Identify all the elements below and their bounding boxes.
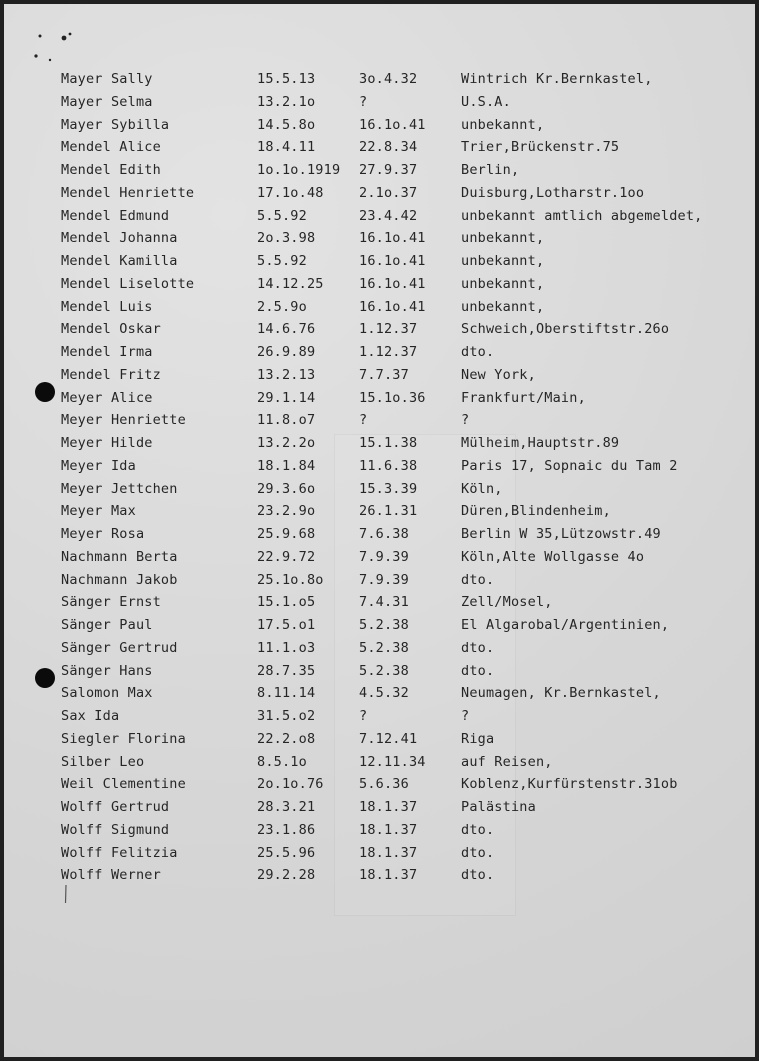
person-name: Weil Clementine	[61, 776, 186, 793]
destination: New York,	[461, 366, 536, 383]
departure-date: 5.2.38	[359, 662, 409, 679]
departure-date: 7.9.39	[359, 548, 409, 565]
destination: dto.	[461, 867, 495, 884]
birth-date: 28.7.35	[257, 662, 316, 679]
destination: Düren,Blindenheim,	[461, 503, 611, 520]
birth-date: 29.3.6o	[257, 480, 316, 497]
departure-date: 16.1o.41	[359, 253, 426, 269]
destination: dto.	[461, 571, 495, 588]
destination: Mülheim,Hauptstr.89	[461, 435, 620, 451]
birth-date: 22.9.72	[257, 548, 316, 565]
birth-date: 26.9.89	[257, 344, 316, 360]
departure-date: 18.1.37	[359, 799, 418, 815]
departure-date: ?	[359, 708, 368, 724]
destination: Neumagen, Kr.Bernkastel,	[461, 685, 661, 702]
birth-date: 11.8.o7	[257, 412, 316, 429]
birth-date: 15.5.13	[257, 71, 316, 87]
destination: Paris 17, Sopnaic du Tam 2	[461, 457, 678, 474]
birth-date: 13.2.1o	[257, 93, 316, 110]
departure-date: 15.1.38	[359, 435, 418, 451]
birth-date: 17.5.o1	[257, 617, 316, 633]
departure-date: 23.4.42	[359, 207, 418, 224]
departure-date: 16.1o.41	[359, 298, 426, 315]
destination: ?	[461, 708, 470, 724]
person-name: Sax Ida	[61, 708, 120, 724]
birth-date: 2.5.9o	[257, 298, 307, 315]
destination: dto.	[461, 344, 495, 360]
departure-date: 16.1o.41	[359, 116, 426, 133]
destination: unbekannt,	[461, 275, 545, 292]
person-name: Mayer Sally	[61, 71, 153, 87]
birth-date: 25.9.68	[257, 526, 316, 542]
birth-date: 2o.1o.76	[257, 776, 324, 793]
person-name: Meyer Henriette	[61, 412, 186, 429]
birth-date: 13.2.2o	[257, 435, 316, 451]
person-name: Silber Leo	[61, 753, 145, 770]
person-name: Meyer Alice	[61, 389, 153, 406]
person-name: Mendel Edmund	[61, 207, 170, 224]
destination: Duisburg,Lotharstr.1oo	[461, 184, 645, 201]
departure-date: 18.1.37	[359, 821, 418, 838]
person-name: Mendel Kamilla	[61, 253, 178, 269]
destination: U.S.A.	[461, 93, 511, 110]
destination: dto.	[461, 662, 495, 679]
departure-date: 7.6.38	[359, 526, 409, 542]
departure-date: 15.3.39	[359, 480, 418, 497]
destination: unbekannt amtlich abgemeldet,	[461, 207, 703, 224]
person-name: Sänger Ernst	[61, 594, 161, 611]
person-name: Mayer Sybilla	[61, 116, 170, 133]
person-name: Mendel Oskar	[61, 321, 161, 338]
person-name: Mendel Alice	[61, 139, 161, 156]
person-name: Sänger Paul	[61, 617, 153, 633]
departure-date: 7.4.31	[359, 594, 409, 611]
destination: ?	[461, 412, 470, 429]
person-name: Sänger Gertrud	[61, 639, 178, 656]
departure-date: 12.11.34	[359, 753, 426, 770]
departure-date: 22.8.34	[359, 139, 418, 156]
departure-date: 5.2.38	[359, 639, 409, 656]
departure-date: 5.6.36	[359, 776, 409, 793]
destination: Zell/Mosel,	[461, 594, 553, 611]
destination: Riga	[461, 730, 495, 747]
person-name: Nachmann Jakob	[61, 571, 178, 588]
birth-date: 15.1.o5	[257, 594, 316, 611]
departure-date: 4.5.32	[359, 685, 409, 702]
destination: Palästina	[461, 799, 536, 815]
birth-date: 14.5.8o	[257, 116, 316, 133]
birth-date: 29.2.28	[257, 867, 316, 884]
pencil-tick-mark	[64, 884, 68, 904]
person-name: Wolff Werner	[61, 867, 161, 884]
person-name: Mendel Luis	[61, 298, 153, 315]
birth-date: 8.11.14	[257, 685, 316, 702]
person-name: Meyer Ida	[61, 457, 136, 474]
person-name: Mendel Irma	[61, 344, 153, 360]
person-name: Meyer Jettchen	[61, 480, 178, 497]
person-name: Mendel Henriette	[61, 184, 195, 201]
person-name: Meyer Hilde	[61, 435, 153, 451]
birth-date: 25.5.96	[257, 844, 316, 861]
departure-date: 1.12.37	[359, 344, 418, 360]
departure-date: 5.2.38	[359, 617, 409, 633]
destination: Schweich,Oberstiftstr.26o	[461, 321, 670, 338]
destination: auf Reisen,	[461, 753, 553, 770]
departure-date: 1.12.37	[359, 321, 418, 338]
departure-date: 3o.4.32	[359, 71, 418, 87]
birth-date: 31.5.o2	[257, 708, 316, 724]
departure-date: 26.1.31	[359, 503, 418, 520]
departure-date: 11.6.38	[359, 457, 418, 474]
birth-date: 22.2.o8	[257, 730, 316, 747]
punch-hole-upper	[35, 382, 55, 402]
departure-date: 7.12.41	[359, 730, 418, 747]
person-name: Siegler Florina	[61, 730, 186, 747]
destination: unbekannt,	[461, 253, 545, 269]
departure-date: 16.1o.41	[359, 275, 426, 292]
departure-date: 18.1.37	[359, 844, 418, 861]
person-name: Mayer Selma	[61, 93, 153, 110]
birth-date: 14.6.76	[257, 321, 316, 338]
person-name: Wolff Gertrud	[61, 799, 170, 815]
person-name: Meyer Rosa	[61, 526, 145, 542]
birth-date: 23.2.9o	[257, 503, 316, 520]
birth-date: 23.1.86	[257, 821, 316, 838]
departure-date: 2.1o.37	[359, 184, 418, 201]
departure-date: 16.1o.41	[359, 230, 426, 247]
person-name: Wolff Felitzia	[61, 844, 178, 861]
destination: unbekannt,	[461, 230, 545, 247]
birth-date: 18.1.84	[257, 457, 316, 474]
departure-date: 7.7.37	[359, 366, 409, 383]
birth-date: 14.12.25	[257, 275, 324, 292]
birth-date: 11.1.o3	[257, 639, 316, 656]
departure-date: 15.1o.36	[359, 389, 426, 406]
birth-date: 25.1o.8o	[257, 571, 324, 588]
birth-date: 5.5.92	[257, 253, 307, 269]
ink-specks	[28, 26, 98, 66]
destination: Köln,	[461, 480, 503, 497]
person-name: Salomon Max	[61, 685, 153, 702]
birth-date: 8.5.1o	[257, 753, 307, 770]
person-name: Sänger Hans	[61, 662, 153, 679]
destination: unbekannt,	[461, 116, 545, 133]
birth-date: 18.4.11	[257, 139, 316, 156]
birth-date: 2o.3.98	[257, 230, 316, 247]
departure-date: 27.9.37	[359, 162, 418, 178]
birth-date: 5.5.92	[257, 207, 307, 224]
person-name: Meyer Max	[61, 503, 136, 520]
destination: El Algarobal/Argentinien,	[461, 617, 670, 633]
person-name: Mendel Edith	[61, 162, 161, 178]
destination: Berlin W 35,Lützowstr.49	[461, 526, 661, 542]
birth-date: 17.1o.48	[257, 184, 324, 201]
departure-date: 18.1.37	[359, 867, 418, 884]
departure-date: ?	[359, 93, 368, 110]
person-name: Nachmann Berta	[61, 548, 178, 565]
destination: Frankfurt/Main,	[461, 389, 586, 406]
person-name: Mendel Fritz	[61, 366, 161, 383]
destination: dto.	[461, 821, 495, 838]
document-page	[4, 4, 755, 1057]
birth-date: 13.2.13	[257, 366, 316, 383]
destination: Trier,Brückenstr.75	[461, 139, 620, 156]
person-name: Mendel Johanna	[61, 230, 178, 247]
destination: dto.	[461, 639, 495, 656]
person-name: Wolff Sigmund	[61, 821, 170, 838]
person-name: Mendel Liselotte	[61, 275, 195, 292]
destination: dto.	[461, 844, 495, 861]
birth-date: 1o.1o.1919	[257, 162, 341, 178]
destination: unbekannt,	[461, 298, 545, 315]
destination: Köln,Alte Wollgasse 4o	[461, 548, 645, 565]
punch-hole-lower	[35, 668, 55, 688]
destination: Wintrich Kr.Bernkastel,	[461, 71, 653, 87]
destination: Berlin,	[461, 162, 520, 178]
departure-date: 7.9.39	[359, 571, 409, 588]
departure-date: ?	[359, 412, 368, 429]
destination: Koblenz,Kurfürstenstr.31ob	[461, 776, 678, 793]
birth-date: 29.1.14	[257, 389, 316, 406]
birth-date: 28.3.21	[257, 799, 316, 815]
